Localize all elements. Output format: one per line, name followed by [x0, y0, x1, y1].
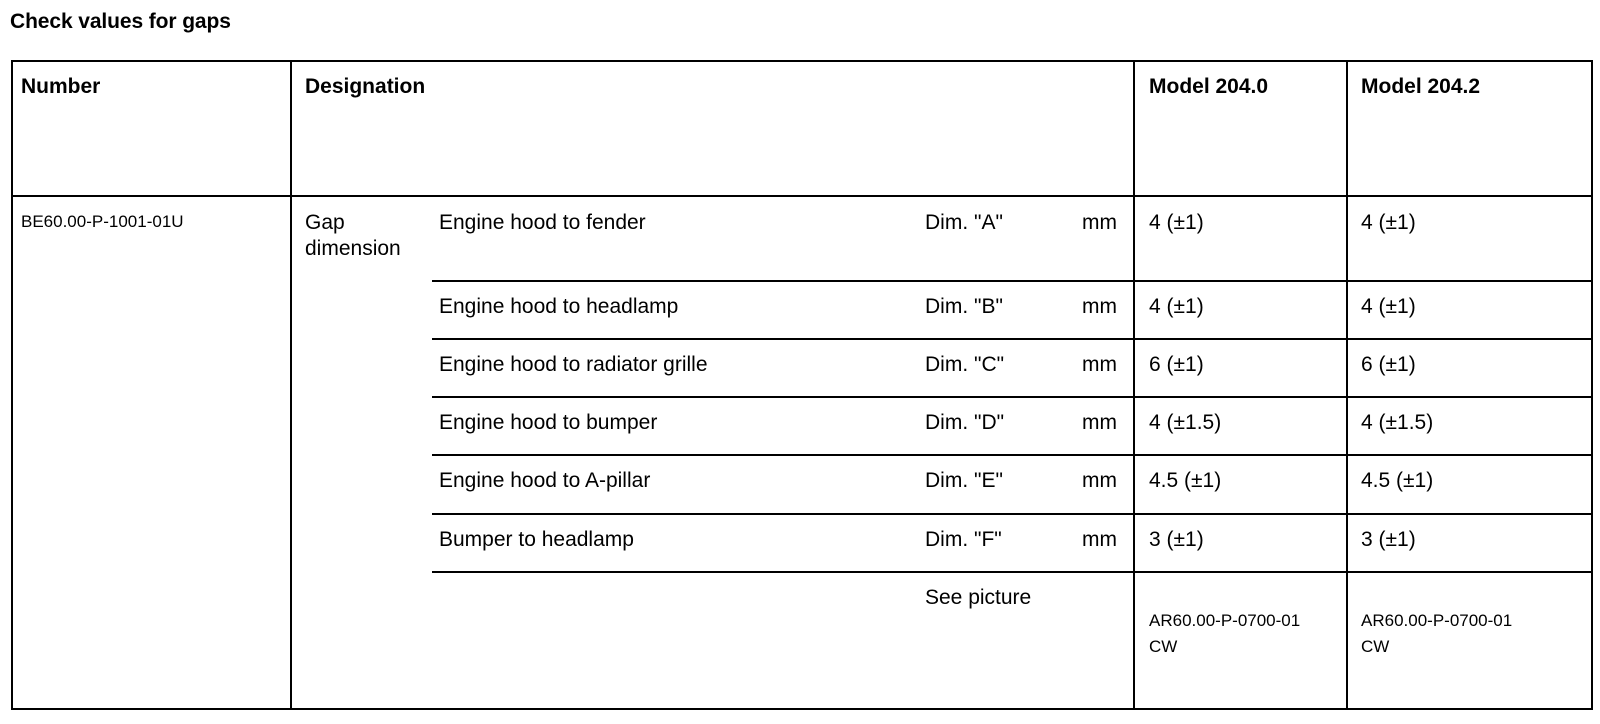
row-dim: Dim. "D" [925, 411, 1005, 434]
row-divider [432, 338, 1593, 340]
row-dim: Dim. "E" [925, 469, 1003, 492]
row-dim: Dim. "F" [925, 528, 1002, 551]
row-unit: mm [1082, 211, 1117, 234]
header-model-b: Model 204.2 [1361, 75, 1481, 98]
header-model-a: Model 204.0 [1149, 75, 1269, 98]
row-model-a-value: 4 (±1) [1149, 295, 1204, 318]
row-model-b-value: 4 (±1.5) [1361, 411, 1434, 434]
row-divider [432, 513, 1593, 515]
row-divider [432, 280, 1593, 282]
row-model-a-value: 4 (±1) [1149, 211, 1204, 234]
row-model-b-value: 4 (±1) [1361, 295, 1416, 318]
header-number: Number [21, 75, 101, 98]
row-divider [432, 571, 1593, 573]
row-unit: mm [1082, 353, 1117, 376]
page-title: Check values for gaps [10, 10, 231, 33]
row-designation: Engine hood to fender [439, 211, 646, 234]
row-model-b-value: 4 (±1) [1361, 211, 1416, 234]
row-model-a-value: 4 (±1.5) [1149, 411, 1222, 434]
group-label-line1: Gap [305, 211, 345, 234]
row-unit: mm [1082, 295, 1117, 318]
picture-ref-model-b-line2: CW [1361, 637, 1390, 656]
row-dim: Dim. "C" [925, 353, 1005, 376]
row-designation: Engine hood to radiator grille [439, 353, 708, 376]
row-unit: mm [1082, 411, 1117, 434]
picture-ref-model-a-line2: CW [1149, 637, 1178, 656]
see-picture-label: See picture [925, 586, 1032, 609]
row-designation: Engine hood to bumper [439, 411, 658, 434]
row-unit: mm [1082, 469, 1117, 492]
row-divider [432, 454, 1593, 456]
row-model-a-value: 6 (±1) [1149, 353, 1204, 376]
row-divider [432, 396, 1593, 398]
part-number: BE60.00-P-1001-01U [21, 212, 184, 231]
row-unit: mm [1082, 528, 1117, 551]
group-label-line2: dimension [305, 237, 401, 260]
row-dim: Dim. "A" [925, 211, 1003, 234]
picture-ref-model-b-line1: AR60.00-P-0700-01 [1361, 611, 1513, 630]
column-divider-model-b [1346, 60, 1348, 710]
row-designation: Engine hood to headlamp [439, 295, 679, 318]
gap-values-table [11, 60, 1593, 710]
row-dim: Dim. "B" [925, 295, 1003, 318]
row-model-a-value: 3 (±1) [1149, 528, 1204, 551]
column-divider-number [290, 60, 292, 710]
column-divider-model-a [1133, 60, 1135, 710]
header-designation: Designation [305, 75, 426, 98]
row-model-b-value: 6 (±1) [1361, 353, 1416, 376]
row-model-b-value: 4.5 (±1) [1361, 469, 1434, 492]
row-designation: Bumper to headlamp [439, 528, 634, 551]
header-divider [11, 195, 1593, 197]
row-model-b-value: 3 (±1) [1361, 528, 1416, 551]
picture-ref-model-a-line1: AR60.00-P-0700-01 [1149, 611, 1301, 630]
row-designation: Engine hood to A-pillar [439, 469, 651, 492]
row-model-a-value: 4.5 (±1) [1149, 469, 1222, 492]
